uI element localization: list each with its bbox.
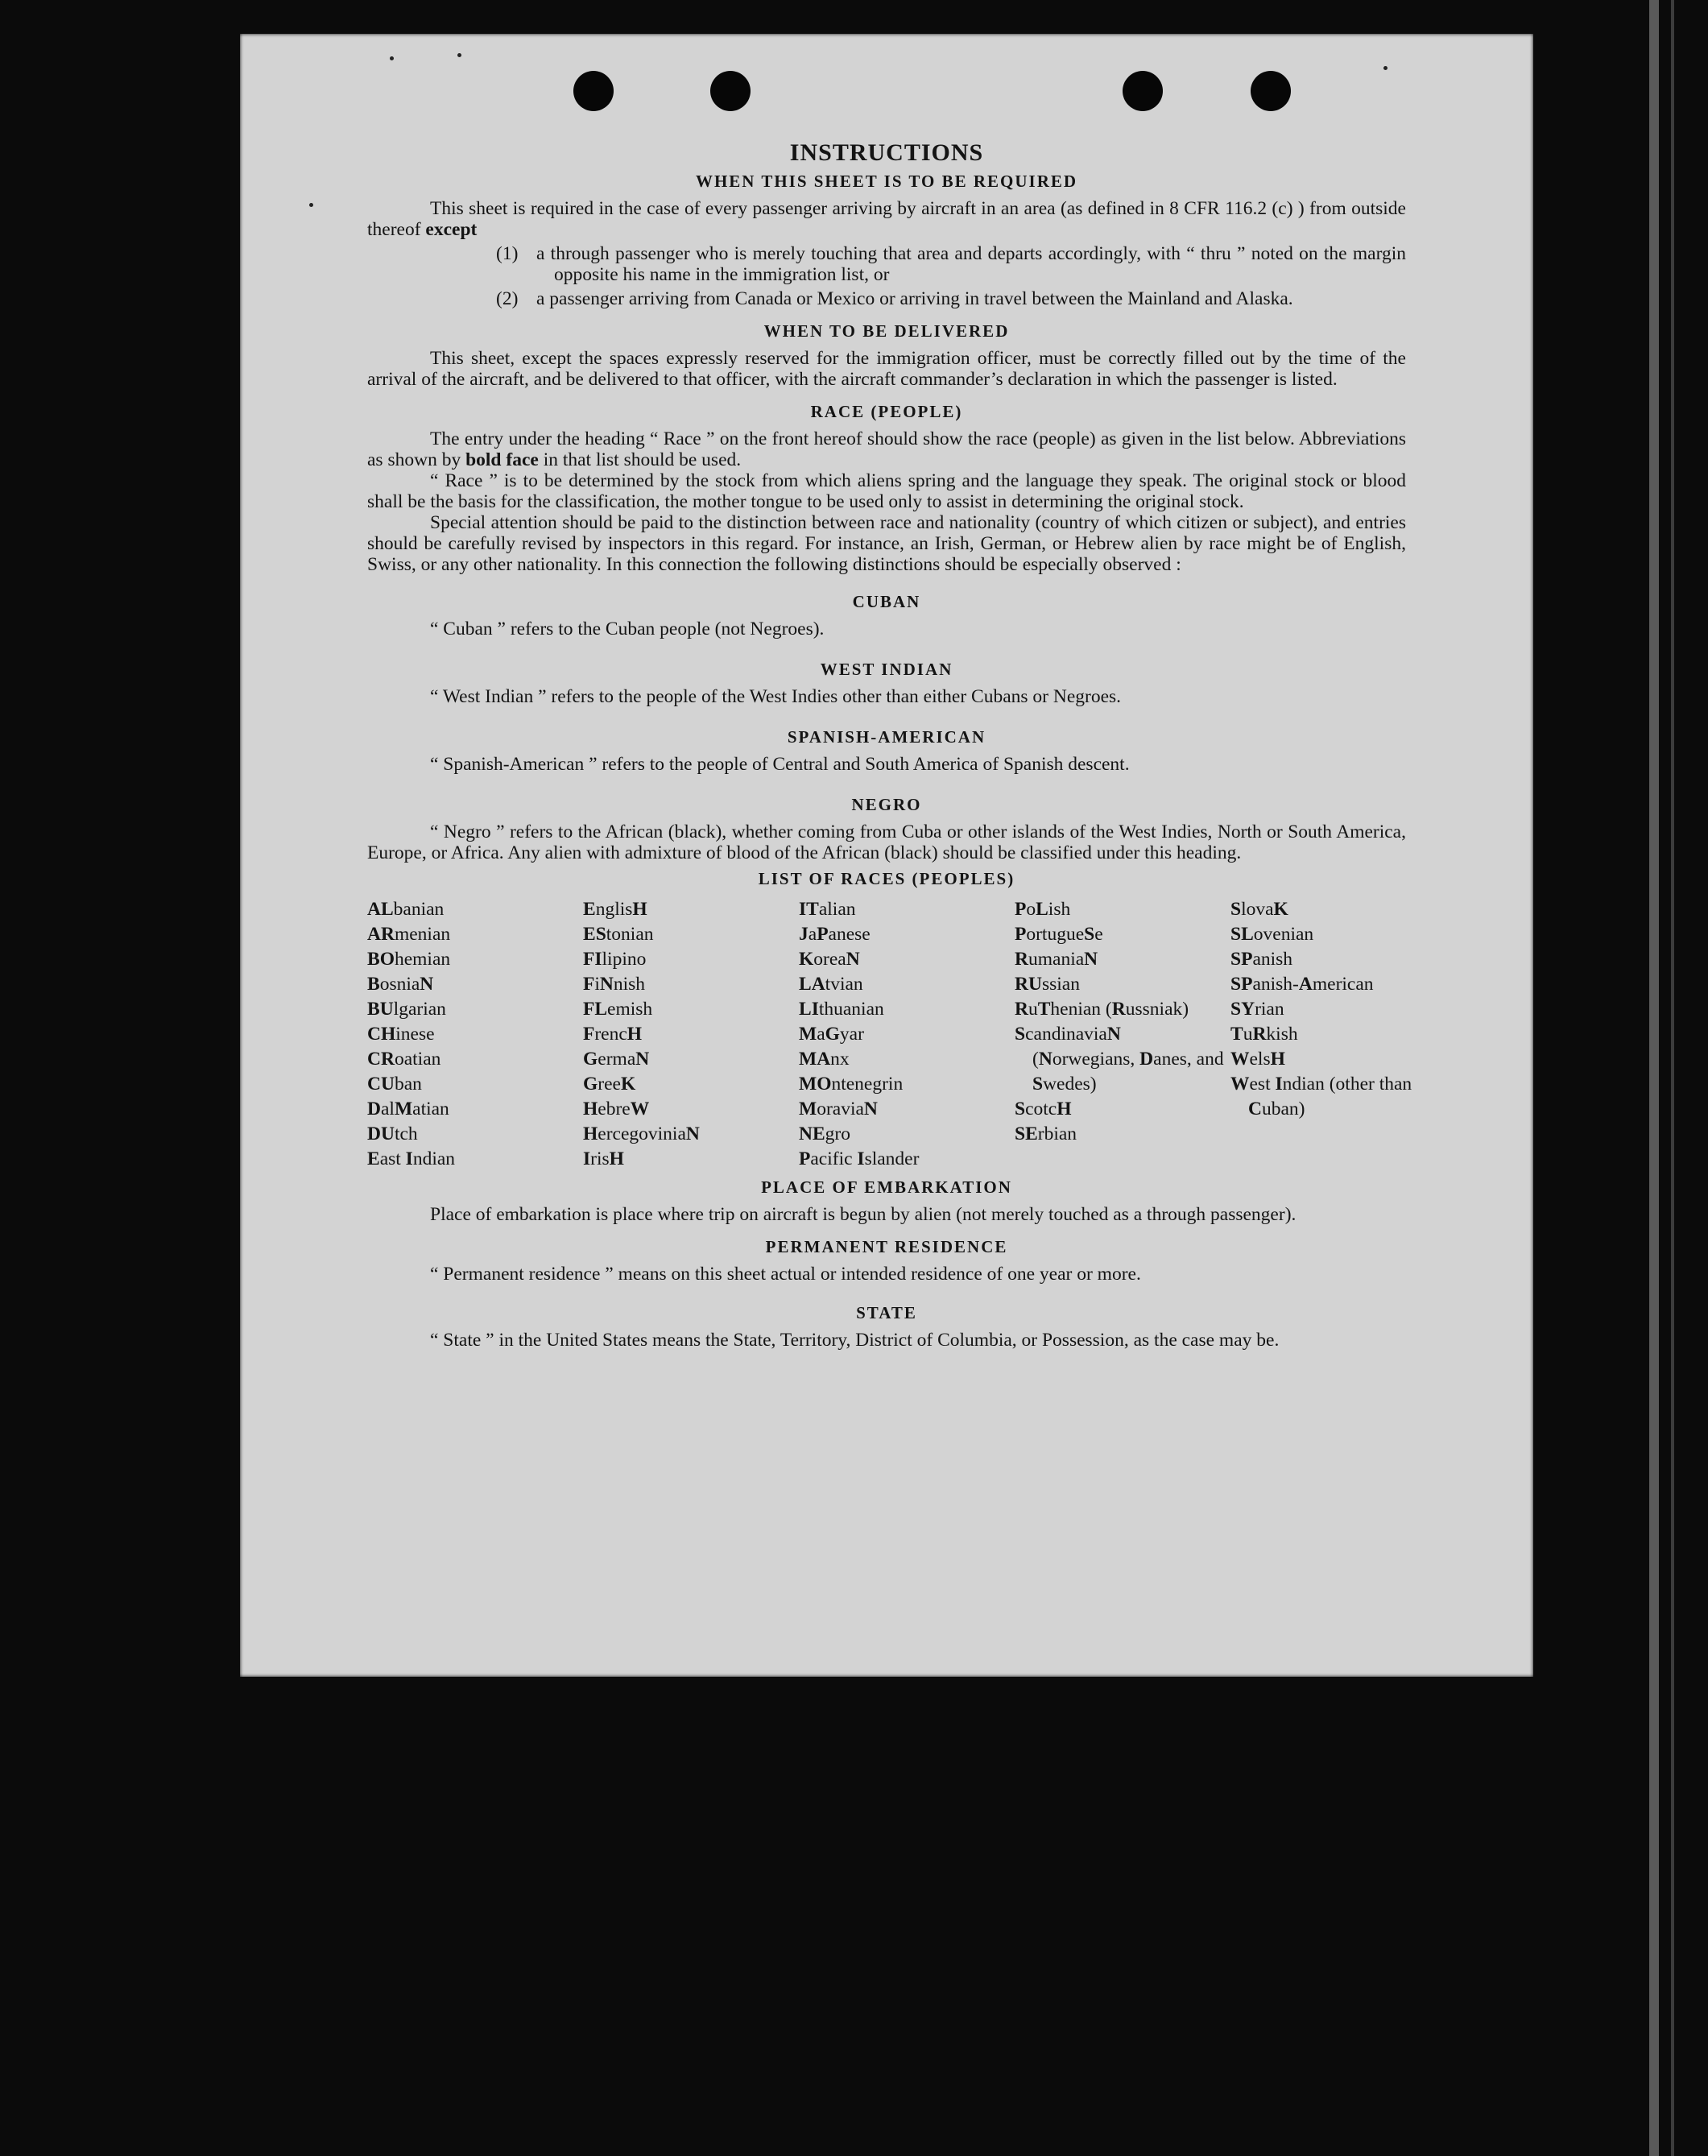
west-indian-text: “ West Indian ” refers to the people of the West Indies other than either Cubans or Negroes. [430,686,1122,707]
race-entry: BUlgarian [367,999,446,1020]
race-entry: East Indian [367,1148,456,1169]
race-entry: SYrian [1230,999,1284,1020]
heading-permanent-residence: PERMANENT RESIDENCE [765,1237,1008,1256]
race-entry: FIlipino [583,949,647,970]
spanish-american-text: “ Spanish-American ” refers to the people of Central and South America of Spanish descent. [430,754,1130,775]
race-entry: DalMatian [367,1099,449,1119]
scan-speck [1383,66,1387,70]
punch-hole [573,71,614,111]
race-entry: SPanish [1230,949,1293,970]
race-entry: SLovenian [1230,924,1314,945]
race-entry: NEgro [799,1124,850,1144]
scan-speck [309,203,313,207]
race-entry: MOntenegrin [799,1074,904,1095]
race-entry: FLemish [583,999,653,1020]
negro-text: “ Negro ” refers to the African (black), whether coming from Cuba or other islands of the West Indies, North or South America, Europe, or Africa. Any alien with admixture of blood of the African (black) should be classified under this heading. [367,821,1406,863]
races-column-4 [1015,897,1230,1172]
heading-when-delivered: WHEN TO BE DELIVERED [763,321,1010,341]
races-list [367,897,1412,1172]
scan-edge-stripe [1649,0,1659,2156]
race-entry: CHinese [367,1024,435,1045]
race-entry: JaPanese [799,924,871,945]
race-entry: Pacific Islander [799,1148,920,1169]
document-sheet [240,34,1533,1677]
race-entry: FiNnish [583,974,646,995]
race-paragraph-1: The entry under the heading “ Race ” on the front hereof should show the race (people) as given in the list below. Abbreviations as shown by bold face in that list should be used. [367,428,1406,470]
heading-race: RACE (PEOPLE) [810,402,963,421]
race-entry: MAnx [799,1049,850,1070]
heading-west-indian: WEST INDIAN [820,660,953,679]
race-entry: ARmenian [367,924,451,945]
embarkation-text: Place of embarkation is place where trip on aircraft is begun by alien (not merely touched as a through passenger). [430,1204,1297,1225]
race-entry: ITalian [799,899,856,920]
punch-hole [710,71,751,111]
race-entry: RUssian [1015,974,1080,995]
cuban-text: “ Cuban ” refers to the Cuban people (not Negroes). [430,619,825,639]
race-entry: SErbian [1015,1124,1077,1144]
race-entry: LAtvian [799,974,863,995]
exception-item-2: (2) a passenger arriving from Canada or Mexico or arriving in travel between the Mainland and Alaska. [496,288,1293,309]
heading-spanish-american: SPANISH-AMERICAN [787,727,986,747]
race-entry: HebreW [583,1099,650,1119]
races-column-5 [1230,897,1412,1172]
heading-embarkation: PLACE OF EMBARKATION [761,1177,1012,1197]
race-entry: FrencH [583,1024,643,1045]
state-text: “ State ” in the United States means the State, Territory, District of Columbia, or Possession, as the case may be. [430,1330,1280,1351]
when-delivered-text: This sheet, except the spaces expressly reserved for the immigration officer, must be correctly filled out by the time of the arrival of the aircraft, and be delivered to that officer, with the aircraft commander’s declaration in which the passenger is listed. [367,348,1406,390]
race-entry: GermaN [583,1049,650,1070]
race-entry: RuThenian (Russniak) [1015,999,1189,1020]
race-entry: MaGyar [799,1024,864,1045]
race-entry: IrisH [583,1148,624,1169]
race-entry: RumaniaN [1015,949,1098,970]
heading-negro: NEGRO [851,795,922,814]
race-entry: KoreaN [799,949,860,970]
race-entry: CRoatian [367,1049,441,1070]
race-entry: SPanish-American [1230,974,1374,995]
when-required-intro: This sheet is required in the case of every passenger arriving by aircraft in an area (as defined in 8 CFR 116.2 (c) ) from outside thereof except [367,198,1406,240]
race-entry: PoLish [1015,899,1071,920]
race-paragraph-3: Special attention should be paid to the distinction between race and nationality (country of which citizen or subject), and entries should be carefully revised by inspectors in this regard. For instance, an Irish, German, or Hebrew alien by race might be of English, Swiss, or any other nationality. In this connection the following distinctions should be especially observed : [367,512,1406,575]
race-entry: WelsH [1230,1049,1285,1070]
race-paragraph-2: “ Race ” is to be determined by the stock from which aliens spring and the language they speak. The original stock or blood shall be the basis for the classification, the mother tongue to be used only to assist in determining the original stock. [367,470,1406,512]
punch-hole [1251,71,1291,111]
heading-list-of-races: LIST OF RACES (PEOPLES) [758,869,1015,888]
races-column-1 [367,897,583,1172]
race-entry: ScotcH [1015,1099,1072,1119]
heading-when-required: WHEN THIS SHEET IS TO BE REQUIRED [695,172,1078,191]
race-entry: PortugueSe [1015,924,1103,945]
race-entry: BOhemian [367,949,451,970]
race-entry: EStonian [583,924,654,945]
race-entry: MoraviaN [799,1099,878,1119]
race-entry: ALbanian [367,899,445,920]
race-entry: SlovaK [1230,899,1288,920]
exception-item-1: (1) a through passenger who is merely touching that area and departs accordingly, with “ thru ” noted on the margin opposite his name in the immigration list, or [496,243,1406,285]
race-entry: ScandinaviaN (Norwegians, Danes, and Swedes) [1015,1024,1224,1095]
instructions-content [367,139,1412,1351]
race-entry: CUban [367,1074,422,1095]
except-bold: except [425,219,478,240]
heading-state: STATE [856,1303,917,1322]
race-entry: TuRkish [1230,1024,1298,1045]
residence-text: “ Permanent residence ” means on this sheet actual or intended residence of one year or more. [430,1264,1141,1285]
race-entry: West Indian (other than Cuban) [1230,1074,1412,1119]
race-entry: LIthuanian [799,999,884,1020]
race-entry: GreeK [583,1074,636,1095]
race-entry: DUtch [367,1124,418,1144]
scan-speck [457,53,461,57]
races-column-3 [799,897,1015,1172]
scan-speck [390,56,394,60]
races-column-2 [583,897,799,1172]
race-entry: BosniaN [367,974,434,995]
scan-edge-stripe-thin [1671,0,1674,2156]
punch-hole [1123,71,1163,111]
race-entry: HercegoviniaN [583,1124,700,1144]
page-title: INSTRUCTIONS [789,139,984,166]
heading-cuban: CUBAN [852,592,921,611]
race-entry: EnglisH [583,899,647,920]
